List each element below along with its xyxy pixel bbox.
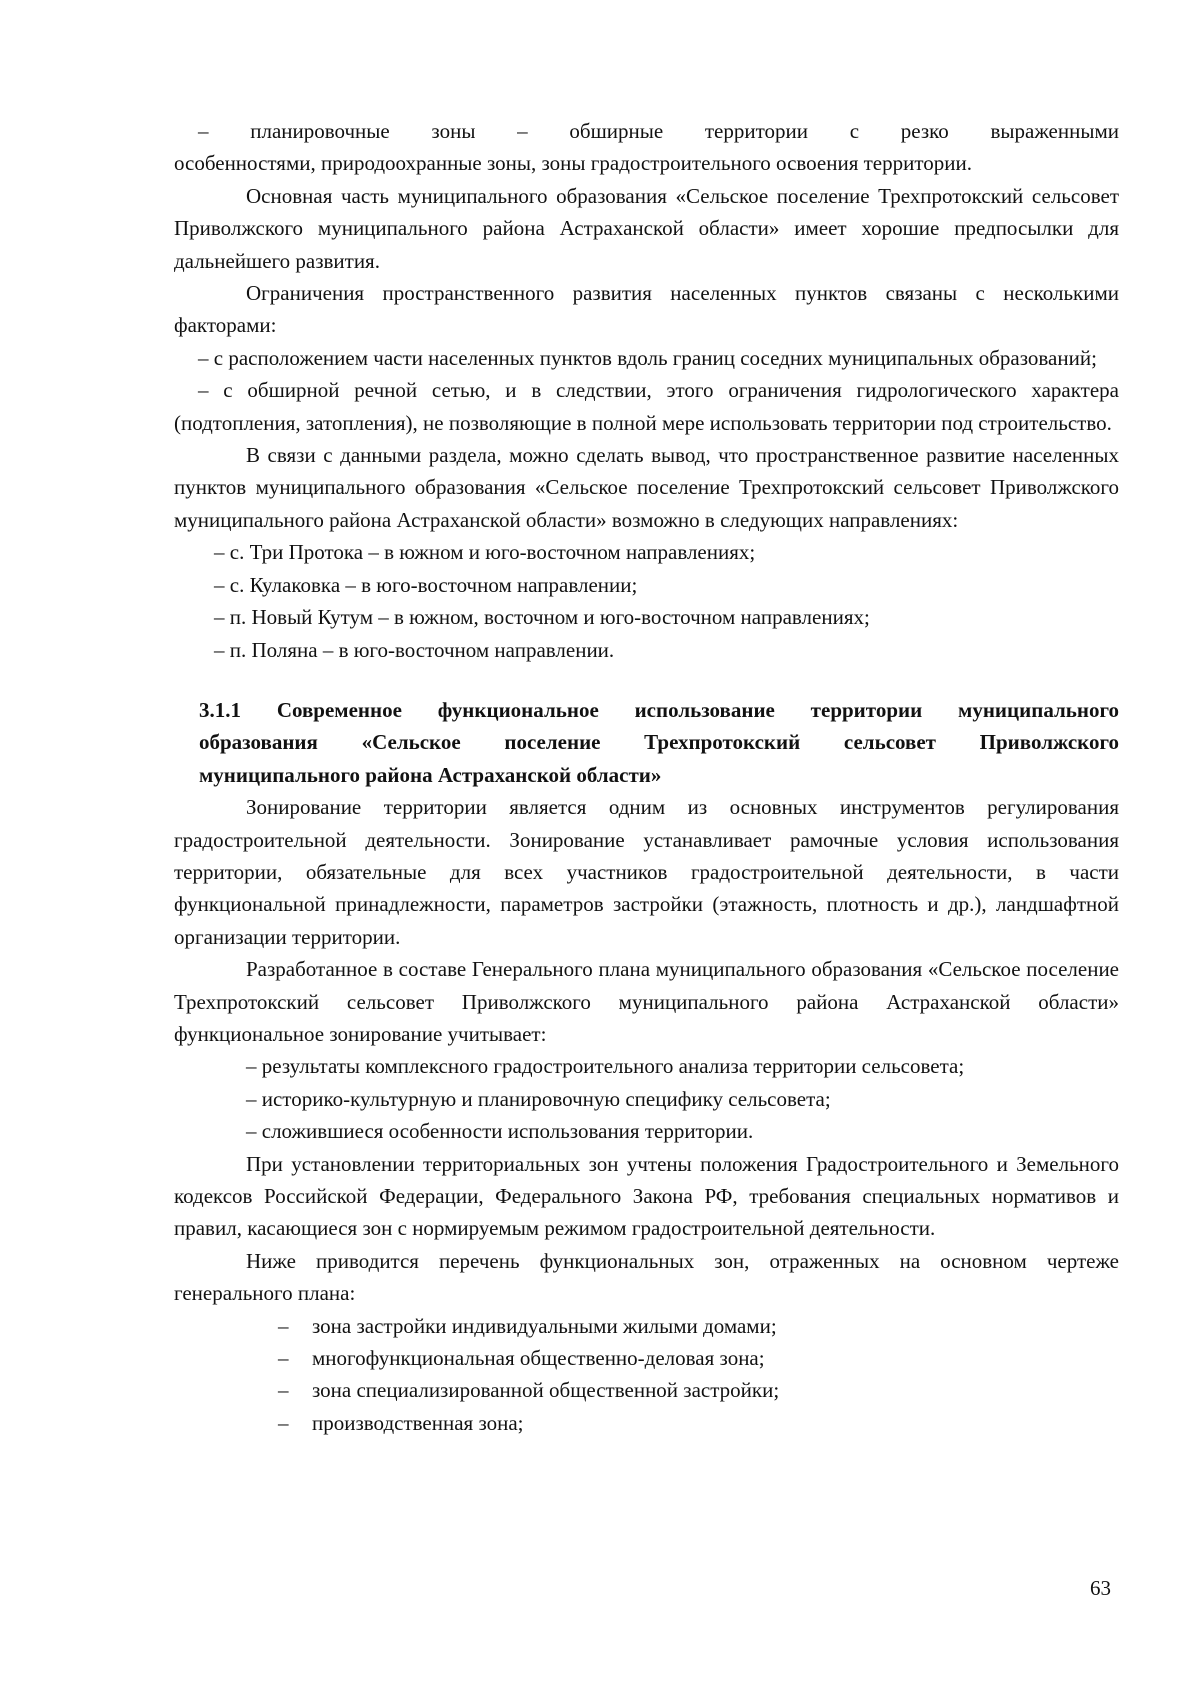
list-item [278,1407,1119,1439]
paragraph-planning-zones-line2: особенностями, природоохранные зоны, зоны градостроительного освоения территории. [174,151,972,176]
list-dash: – [278,1410,289,1435]
paragraph-limitation-rivers: – с обширной речной сетью, и в следствии, этого ограничения гидрологического характера (подтопления, затопления), не позволяющие в полной мере использовать территории под строительство. [174,378,1119,435]
list-item: – результаты комплексного градостроительного анализа территории сельсовета; [246,1054,965,1079]
paragraph-planning-zones-line1: – планировочные зоны – обширные территории с резко выраженными [198,119,1119,143]
paragraph-zones-list-intro: Ниже приводится перечень функциональных зон, отраженных на основном чертеже генерального плана: [174,1248,1119,1306]
paragraph-conclusion: В связи с данными раздела, можно сделать вывод, что пространственное развитие населенных пунктов муниципального образования «Сельское поселение Трехпротокский сельсовет Приволжского муниципального района Астраханской области» возможно в следующих направлениях: [174,443,1119,532]
directions-list [174,536,1119,666]
section-heading-line: 3.1.1 Современное функциональное использование территории муниципального [199,697,1119,722]
section-heading-line: образования «Сельское поселение Трехпротокский сельсовет Приволжского [199,730,1119,755]
list-dash: – [278,1346,289,1371]
list-item [278,1342,1119,1374]
list-dash: – [278,1378,289,1403]
list-item: – с. Кулаковка – в юго-восточном направлении; [214,572,638,597]
list-item: – историко-культурную и планировочную специфику сельсовета; [246,1086,831,1111]
list-item: – п. Поляна – в юго-восточном направлении. [214,637,615,662]
list-item: – с. Три Протока – в южном и юго-восточном направлениях; [214,540,756,565]
list-item: – п. Новый Кутум – в южном, восточном и юго-восточном направлениях; [214,605,870,630]
paragraph-main-part: Основная часть муниципального образования «Сельское поселение Трехпротокский сельсовет Приволжского муниципального района Астраханской области» имеет хорошие предпосылки для дальнейшего развития. [174,183,1119,273]
list-item: – сложившиеся особенности использования территории. [246,1119,754,1144]
list-item-text: зона застройки индивидуальными жилыми домами; [312,1313,777,1338]
paragraph-territorial-zones: При установлении территориальных зон учтены положения Градостроительного и Земельного кодексов Российской Федерации, Федерального Закона РФ, требования специальных нормативов и правил, касающиеся зон с нормируемым режимом градостроительной деятельности. [174,1151,1119,1241]
list-item [278,1374,1119,1406]
paragraph-zoning-intro: Зонирование территории является одним из основных инструментов регулирования градостроительной деятельности. Зонирование устанавливает рамочные условия использования территории, обязательные для всех участников градостроительной деятельности, в части функциональной принадлежности, параметров застройки (этажность, плотность и др.), ландшафтной организации территории. [174,795,1119,949]
paragraph-limitations: Ограничения пространственного развития населенных пунктов связаны с несколькими факторами: [174,281,1119,338]
section-heading [199,694,1119,791]
list-item-text: многофункциональная общественно-деловая зона; [312,1346,765,1371]
zoning-considers-list [174,1050,1119,1147]
list-item [278,1310,1119,1342]
list-dash: – [278,1313,289,1338]
list-item-text: производственная зона; [312,1410,524,1435]
paragraph-zoning-considers: Разработанное в составе Генерального плана муниципального образования «Сельское поселение Трехпротокский сельсовет Приволжского муниципального района Астраханской области» функциональное зонирование учитывает: [174,957,1119,1046]
page-body [174,115,1119,1439]
section-heading-line: муниципального района Астраханской области» [199,762,662,787]
paragraph-limitation-borders: – с расположением части населенных пунктов вдоль границ соседних муниципальных образований; [198,345,1097,370]
page-number: 63 [1090,1576,1111,1600]
list-item-text: зона специализированной общественной застройки; [312,1378,780,1403]
functional-zones-list [174,1310,1119,1440]
